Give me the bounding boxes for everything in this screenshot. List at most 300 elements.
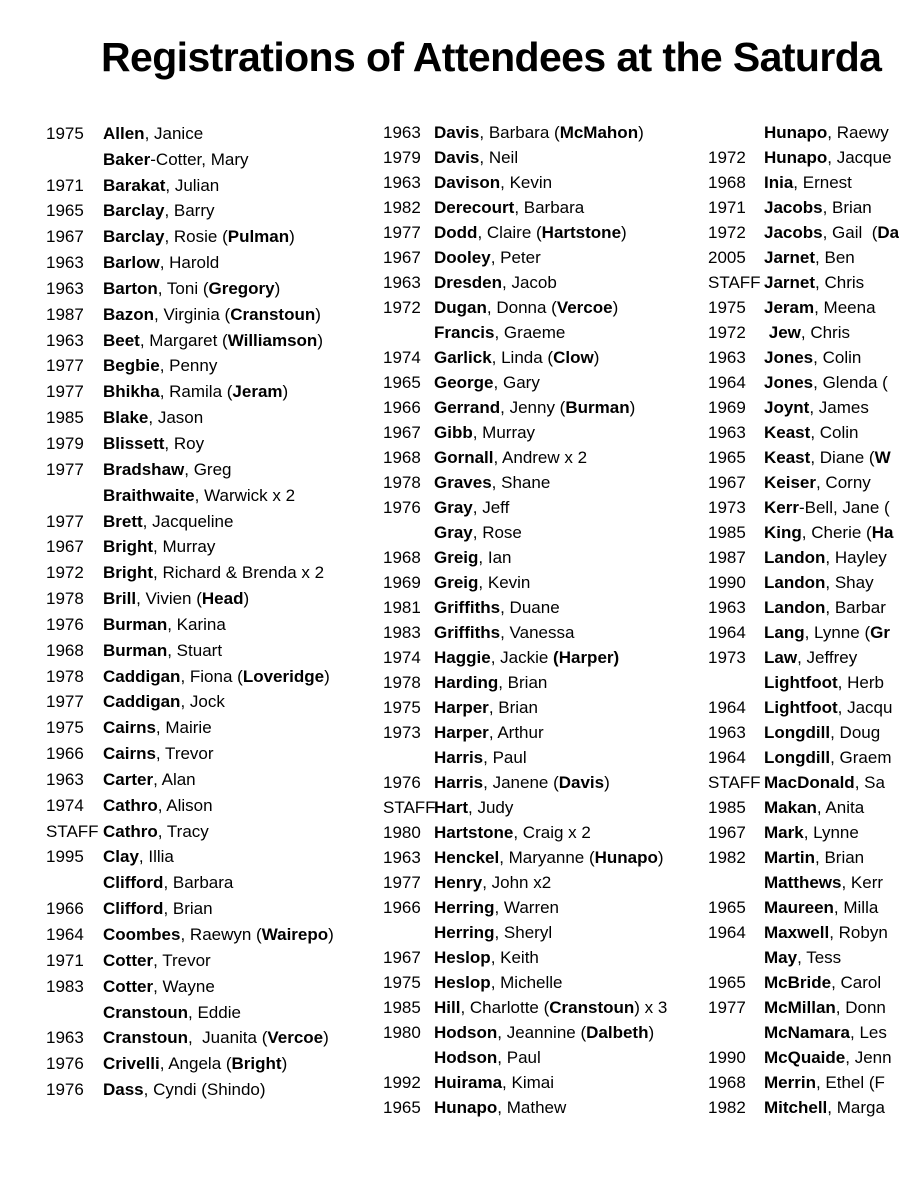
surname-bold: Cathro [103, 821, 158, 841]
attendee-row [383, 618, 667, 643]
attendee-year: 1982 [708, 848, 746, 867]
attendee-row [708, 793, 899, 818]
name-text: , Donna ( [486, 298, 557, 317]
name-text: , Cyndi (Shindo) [143, 1080, 266, 1100]
attendee-name [103, 176, 219, 196]
attendee-year: 1969 [383, 573, 421, 592]
surname-bold: Cathro [103, 795, 158, 815]
attendee-year: 1971 [46, 950, 84, 970]
attendee-year: 1978 [46, 666, 84, 686]
surname-bold: Harris [434, 748, 484, 767]
attendee-row [708, 593, 899, 618]
surname-bold: Haggie [434, 648, 491, 667]
attendee-row [46, 738, 334, 764]
surname-bold: Hill [434, 998, 461, 1017]
attendee-row [383, 693, 667, 718]
attendee-name [764, 123, 889, 143]
surname-bold: Gregory [208, 278, 275, 298]
attendee-row [383, 1093, 667, 1118]
surname-bold: Allen [103, 123, 145, 143]
name-text: , Michelle [490, 973, 563, 992]
surname-bold: Cotter [103, 976, 154, 996]
attendee-row [383, 368, 667, 393]
surname-bold: Hunapo [434, 1098, 498, 1117]
attendee-name [434, 873, 551, 893]
attendee-name [764, 173, 852, 193]
attendee-row [46, 532, 334, 558]
attendee-year: 1992 [383, 1073, 421, 1092]
attendee-year: 1987 [46, 304, 84, 324]
attendee-name [103, 1080, 266, 1100]
name-text: , Raewyn ( [180, 925, 262, 944]
attendee-year: 1976 [383, 498, 421, 517]
surname-bold: Head [201, 589, 244, 609]
attendee-year: 1973 [383, 723, 421, 742]
surname-bold: Crivelli [103, 1054, 160, 1074]
surname-bold: Cranstoun [230, 304, 316, 324]
attendee-row [46, 196, 334, 222]
attendee-year: 1977 [46, 459, 84, 479]
surname-bold: Heslop [434, 973, 491, 992]
attendee-row [46, 325, 334, 351]
attendee-name [434, 448, 587, 468]
name-text: , Gail ( [822, 223, 878, 242]
surname-bold: Dass [103, 1080, 144, 1100]
surname-bold: Blake [103, 408, 149, 428]
name-text: , Angela ( [159, 1054, 232, 1074]
attendee-row [383, 318, 667, 343]
attendee-year: 1972 [708, 148, 746, 167]
surname-bold: Hartstone [434, 823, 514, 842]
attendee-year: 1979 [46, 433, 84, 453]
attendee-year: 1985 [383, 998, 421, 1017]
attendee-row [708, 1018, 899, 1043]
attendee-name [103, 925, 334, 945]
attendee-name [434, 848, 664, 868]
name-text: , Paul [497, 1048, 541, 1067]
name-text: , James [809, 398, 869, 417]
name-text: , Alison [157, 795, 213, 815]
name-text: , Kevin [478, 573, 531, 592]
attendee-row [383, 243, 667, 268]
attendee-year: 1965 [383, 373, 421, 392]
surname-bold: Gray [434, 498, 473, 517]
attendee-row [383, 418, 667, 443]
attendee-name [434, 123, 644, 143]
attendee-row [46, 790, 334, 816]
surname-bold: Coombes [103, 925, 181, 944]
name-text: , Brian [815, 848, 865, 867]
name-text: ) [629, 398, 636, 417]
name-text: ) [281, 1054, 288, 1074]
attendee-row [383, 268, 667, 293]
name-text: , Herb [837, 673, 884, 692]
name-text: , Corny [815, 473, 871, 492]
name-text: , Julian [165, 175, 220, 195]
attendee-name [103, 847, 174, 867]
attendee-name [764, 698, 892, 718]
attendee-name [434, 423, 535, 443]
name-text: , Roy [164, 433, 205, 453]
attendee-name [103, 331, 323, 351]
attendee-year: 1973 [708, 648, 746, 667]
attendee-name [764, 1073, 885, 1093]
attendee-column-3 [708, 118, 899, 1118]
attendee-name [103, 718, 212, 738]
attendee-name [434, 573, 530, 593]
attendee-name [764, 823, 859, 843]
name-text: , Colin [810, 423, 859, 442]
attendee-row [708, 693, 899, 718]
name-text: , Andrew x 2 [493, 448, 588, 467]
name-text: , Charlotte ( [460, 998, 550, 1017]
surname-bold: Clifford [103, 873, 164, 893]
attendee-name [434, 923, 552, 943]
attendee-year: 1977 [46, 692, 84, 712]
attendee-name [103, 460, 232, 480]
surname-bold: Landon [764, 598, 826, 617]
attendee-year: 1965 [708, 448, 746, 467]
attendee-year: 1980 [383, 1023, 421, 1042]
attendee-row [383, 293, 667, 318]
surname-bold: Davis [434, 123, 480, 142]
surname-bold: Matthews [764, 873, 842, 892]
surname-bold: MacDonald [764, 773, 855, 792]
surname-bold: Law [764, 648, 798, 667]
name-text: ) [243, 589, 250, 609]
attendee-name [764, 998, 886, 1018]
surname-bold: Jew [768, 323, 801, 342]
attendee-row [383, 718, 667, 743]
attendee-row [708, 1068, 899, 1093]
attendee-year: 1977 [708, 998, 746, 1017]
name-text: , Barbara ( [479, 123, 560, 142]
attendee-year: 1977 [46, 511, 84, 531]
attendee-row [46, 583, 334, 609]
attendee-row [46, 635, 334, 661]
attendee-name [103, 770, 196, 790]
attendee-name [764, 873, 883, 893]
attendee-row [708, 243, 899, 268]
attendee-name [103, 1003, 241, 1023]
attendee-row [708, 343, 899, 368]
name-text: , Brian [163, 899, 213, 919]
name-text: , Alan [153, 769, 196, 789]
surname-bold: Caddigan [103, 692, 181, 712]
surname-bold: Dresden [434, 273, 503, 292]
attendee-year: 1972 [708, 323, 746, 342]
surname-bold: McBride [764, 973, 832, 992]
name-text: ) [328, 925, 334, 944]
attendee-row [383, 668, 667, 693]
attendee-year: 1987 [708, 548, 746, 567]
attendee-row [46, 480, 334, 506]
attendee-row [46, 170, 334, 196]
attendee-name [764, 798, 864, 818]
attendee-row [46, 221, 334, 247]
surname-bold: Henry [434, 873, 483, 892]
attendee-name [434, 598, 560, 618]
name-text: , Ian [478, 548, 512, 567]
attendee-row [383, 568, 667, 593]
attendee-year: 1977 [46, 356, 84, 376]
surname-bold: May [764, 948, 798, 967]
name-text: , Trevor [155, 744, 214, 764]
attendee-row [708, 118, 899, 143]
attendee-name [764, 323, 850, 343]
surname-bold: Joynt [764, 398, 810, 417]
name-text: , Jacqu [837, 698, 893, 717]
attendee-name [434, 773, 610, 793]
attendee-year: 1971 [708, 198, 746, 217]
name-text: , Virginia ( [154, 304, 231, 324]
attendee-row [46, 144, 334, 170]
attendee-name [764, 523, 893, 543]
attendee-row [46, 1074, 334, 1100]
attendee-row [383, 593, 667, 618]
attendee-row [383, 393, 667, 418]
attendee-row [383, 1043, 667, 1068]
surname-bold: Jacobs [764, 198, 823, 217]
attendee-year: 1982 [383, 198, 421, 217]
name-text: , Jacque [827, 148, 892, 167]
name-text: , Brian [498, 673, 548, 692]
attendee-name [764, 648, 857, 668]
attendee-name [434, 798, 513, 818]
attendee-name [103, 150, 249, 170]
name-text: , Margaret ( [139, 330, 228, 350]
attendee-year: 1968 [708, 173, 746, 192]
attendee-year: STAFF [708, 273, 761, 292]
name-text: , Tracy [157, 821, 209, 841]
surname-bold: Keast [764, 448, 811, 467]
surname-bold: Dugan [434, 298, 487, 317]
name-text: , Tess [797, 948, 842, 967]
surname-bold: Kerr [764, 498, 799, 517]
attendee-row [383, 818, 667, 843]
name-text: , Wayne [153, 976, 215, 996]
name-text: , Janice [144, 123, 204, 143]
name-text: , Vivien ( [136, 589, 202, 609]
name-text: , Jeff [472, 498, 510, 517]
surname-bold: Herring [434, 898, 495, 917]
name-text: , Raewy [827, 123, 889, 142]
attendee-name [434, 173, 552, 193]
name-text: , Brian [488, 698, 538, 717]
surname-bold: Harris [434, 773, 484, 792]
surname-bold: Carter [103, 769, 154, 789]
surname-bold: Garlick [434, 348, 492, 367]
surname-bold: Blissett [103, 433, 165, 453]
attendee-name [764, 898, 878, 918]
name-text: ) [638, 123, 644, 142]
surname-bold: Griffiths [434, 623, 501, 642]
attendee-name [764, 723, 880, 743]
attendee-row [46, 118, 334, 144]
name-text: , Illia [138, 847, 174, 867]
name-text: , Peter [490, 248, 541, 267]
attendee-row [708, 743, 899, 768]
attendee-row [708, 393, 899, 418]
surname-bold: Gray [434, 523, 473, 542]
surname-bold: Landon [764, 548, 826, 567]
attendee-name [764, 223, 899, 243]
attendee-row [46, 273, 334, 299]
attendee-year: 1990 [708, 573, 746, 592]
name-text: , Chris [815, 273, 865, 292]
attendee-row [708, 418, 899, 443]
attendee-year: 1977 [383, 873, 421, 892]
attendee-row [46, 428, 334, 454]
surname-bold: Gr [870, 623, 890, 642]
surname-bold: Bradshaw [103, 459, 185, 479]
attendee-name [764, 923, 888, 943]
attendee-name [434, 348, 599, 368]
name-text: , Penny [159, 356, 218, 376]
name-text: , Shay [825, 573, 874, 592]
attendee-year: 1967 [383, 948, 421, 967]
surname-bold: Cotter [103, 950, 154, 970]
attendee-name [434, 673, 547, 693]
name-text: , Harold [159, 253, 220, 273]
attendee-row [46, 557, 334, 583]
surname-bold: Barton [103, 278, 158, 298]
attendee-name [434, 223, 627, 243]
name-text: , Kimai [502, 1073, 554, 1092]
attendee-row [46, 454, 334, 480]
surname-bold: Davis [558, 773, 605, 792]
attendee-year: 1963 [708, 423, 746, 442]
attendee-row [383, 768, 667, 793]
attendee-name [434, 998, 667, 1018]
attendee-name [434, 973, 563, 993]
attendee-name [434, 1048, 541, 1068]
surname-bold: Herring [434, 923, 495, 942]
surname-bold: Longdill [764, 748, 831, 767]
surname-bold: Jeram [232, 382, 283, 402]
attendee-row [708, 818, 899, 843]
surname-bold: Vercoe [556, 298, 613, 317]
attendee-row [708, 893, 899, 918]
surname-bold: Jarnet [764, 248, 816, 267]
attendee-name [434, 273, 557, 293]
attendee-row [383, 168, 667, 193]
attendee-row [46, 351, 334, 377]
attendee-row [383, 443, 667, 468]
attendee-row [708, 943, 899, 968]
attendee-row [383, 893, 667, 918]
surname-bold: Da [877, 223, 899, 242]
name-text: , Murray [472, 423, 536, 442]
attendee-year: 1977 [383, 223, 421, 242]
surname-bold: Baker [103, 149, 151, 169]
surname-bold: Pulman [227, 227, 290, 247]
surname-bold: Jacobs [764, 223, 823, 242]
attendee-year: 1975 [383, 698, 421, 717]
attendee-name [764, 373, 888, 393]
name-text: -Bell, Jane ( [798, 498, 890, 517]
attendee-year: 1978 [383, 673, 421, 692]
attendee-row [708, 218, 899, 243]
attendee-year: 1976 [46, 1054, 84, 1074]
attendee-row [383, 493, 667, 518]
surname-bold: Maxwell [764, 923, 830, 942]
attendee-row [383, 218, 667, 243]
name-text: , Anita [816, 798, 865, 817]
surname-bold: Jeram [764, 298, 815, 317]
name-text: -Cotter, Mary [150, 149, 249, 169]
attendee-name [434, 248, 541, 268]
attendee-row [708, 168, 899, 193]
attendee-name [434, 723, 544, 743]
name-text: , Kevin [500, 173, 553, 192]
attendee-row [383, 843, 667, 868]
attendee-row [708, 668, 899, 693]
attendee-row [46, 609, 334, 635]
attendee-name [764, 1048, 892, 1068]
name-text: , Murray [153, 537, 216, 557]
attendee-name [434, 1098, 566, 1118]
name-text: , Colin [813, 348, 862, 367]
attendee-name [764, 573, 874, 593]
attendee-row [46, 971, 334, 997]
attendee-year: 1967 [383, 248, 421, 267]
surname-bold: Hart [434, 798, 469, 817]
attendee-row [708, 918, 899, 943]
surname-bold: Francis [434, 323, 495, 342]
name-text: , Hayley [825, 548, 887, 567]
name-text: , Janene ( [483, 773, 559, 792]
name-text: ) [274, 278, 281, 298]
surname-bold: Derecourt [434, 198, 515, 217]
attendee-name [103, 124, 203, 144]
name-text: , Juanita ( [188, 1028, 268, 1048]
surname-bold: Lang [764, 623, 805, 642]
name-text: ) [324, 666, 330, 686]
name-text: , Ernest [793, 173, 852, 192]
attendee-year: 1976 [46, 1080, 84, 1100]
attendee-name [434, 473, 550, 493]
attendee-name [434, 623, 574, 643]
attendee-column-1 [46, 118, 334, 1100]
attendee-row [46, 919, 334, 945]
attendee-name [103, 305, 321, 325]
surname-bold: McNamara [764, 1023, 850, 1042]
name-text: , Chris [800, 323, 850, 342]
attendee-name [103, 382, 288, 402]
surname-bold: Barakat [103, 175, 166, 195]
attendee-row [383, 743, 667, 768]
attendee-row [708, 618, 899, 643]
attendee-name [764, 423, 859, 443]
attendee-year: 1965 [46, 201, 84, 221]
attendee-row [708, 718, 899, 743]
surname-bold: Jarnet [764, 273, 816, 292]
attendee-row [708, 1093, 899, 1118]
attendee-year: 1973 [708, 498, 746, 517]
attendee-name [764, 1023, 887, 1043]
attendee-year: 1965 [708, 898, 746, 917]
attendee-year: 1968 [383, 548, 421, 567]
attendee-year: 1974 [46, 795, 84, 815]
attendee-name [434, 523, 522, 543]
attendee-year: 1985 [708, 523, 746, 542]
name-text: , Lynne [803, 823, 859, 842]
name-text: , Cherie ( [801, 523, 872, 542]
name-text: , Fiona ( [180, 666, 243, 686]
name-text: , Stuart [167, 640, 223, 660]
name-text: , Jason [148, 408, 204, 428]
